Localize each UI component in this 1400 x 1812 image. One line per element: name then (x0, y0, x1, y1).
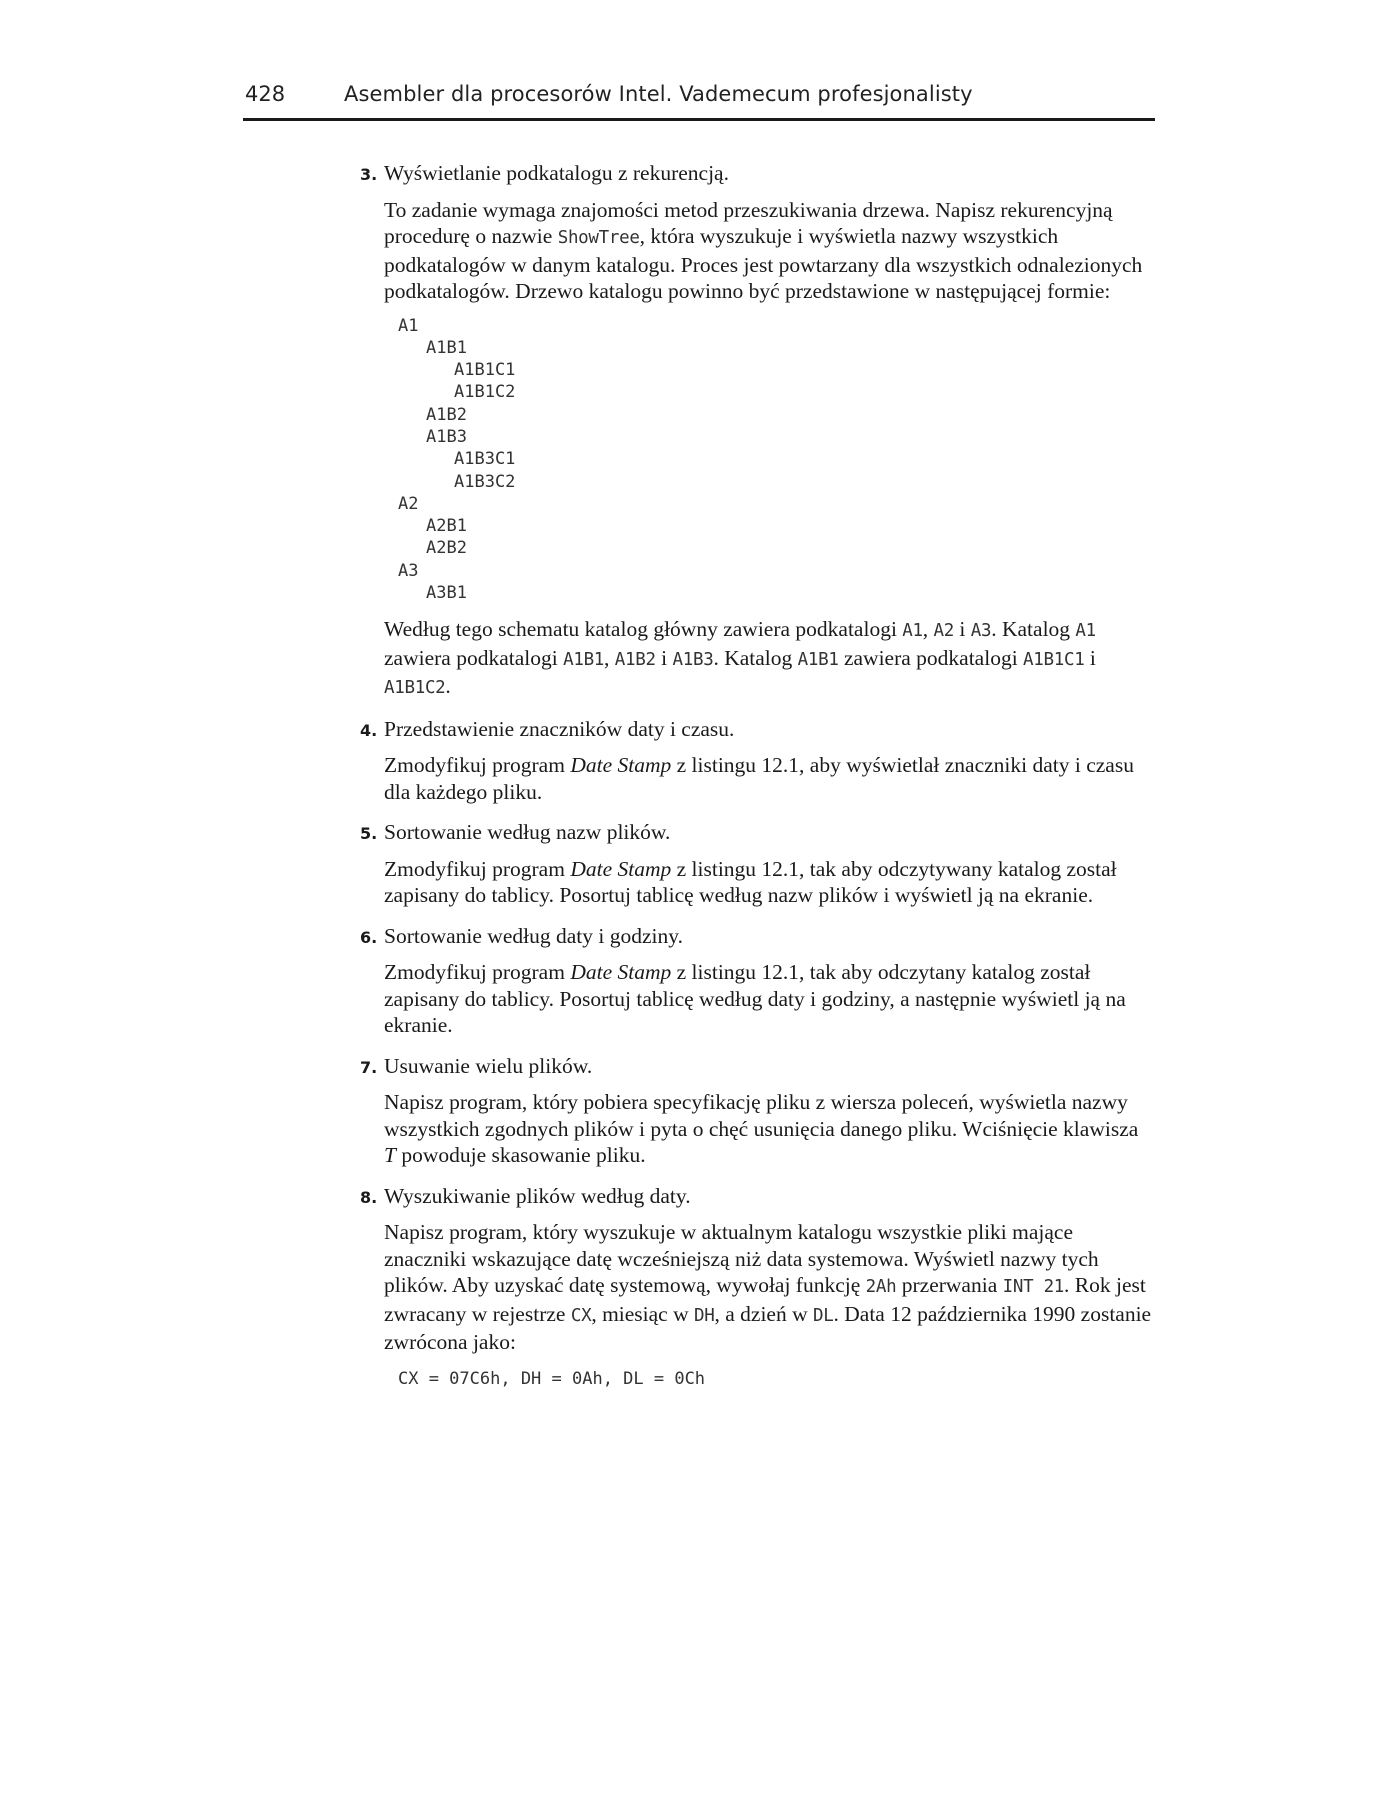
item-paragraph (384, 959, 1155, 1039)
exercise-item-8 (355, 1183, 1155, 1393)
text-run: . Data 12 października 1990 zostanie zwrócona jako: (384, 1301, 1152, 1355)
tree-node: A1B2 (426, 404, 467, 425)
text-run: Napisz program, który wyszukuje w aktualnym katalogu wszystkie pliki mające znaczniki wskazujące datę wcześniejszą niż data systemowa. Wyświetl nazwy tych plików. Aby uzyskać datę systemową, wywołaj funkcję (384, 1220, 1099, 1298)
tree-node: A2B1 (426, 516, 467, 537)
directory-tree (398, 315, 1155, 605)
exercise-list (355, 160, 1155, 1406)
program-name: Date Stamp (570, 753, 672, 778)
item-paragraph (384, 1089, 1155, 1169)
tree-node: A3B1 (426, 583, 467, 604)
code-sample: CX = 07C6h, DH = 0Ah, DL = 0Ch (398, 1368, 706, 1389)
inline-code: CX (570, 1305, 592, 1326)
inline-code: A1B1C2 (384, 678, 446, 699)
text-run: z listingu 12.1, tak aby odczytany katalog został zapisany do tablicy. Posortuj tablicę według daty i godziny, a następnie wyświetl ją na ekranie. (384, 960, 1126, 1038)
program-name: Date Stamp (570, 960, 672, 985)
inline-code: 2Ah (865, 1277, 897, 1298)
text-run: Według tego schematu katalog główny zawiera podkatalogi (384, 617, 903, 642)
inline-code: A1B1 (563, 649, 605, 670)
item-number: 6. (360, 927, 378, 947)
page-number: 428 (245, 82, 286, 106)
text-run: To zadanie wymaga znajomości metod przeszukiwania drzewa. Napisz rekurencyjną procedurę o nazwie (384, 197, 1113, 248)
text-run: . (445, 674, 451, 699)
inline-code: ShowTree (557, 228, 640, 248)
tree-node: A1 (398, 315, 419, 336)
program-name: Date Stamp (570, 856, 672, 881)
text-run: przerwania (896, 1273, 1003, 1298)
text-run: Zmodyfikuj program (384, 753, 571, 778)
item-paragraph (384, 752, 1155, 805)
item-paragraph (384, 1219, 1155, 1356)
text-run: , a dzień w (714, 1301, 814, 1326)
item-title: Sortowanie według daty i godziny. (384, 923, 683, 948)
exercise-item-3 (355, 160, 1155, 702)
key-name: T (384, 1143, 396, 1168)
tree-node: A1B3C1 (454, 449, 516, 470)
page-header (243, 80, 1155, 121)
text-run: z listingu 12.1, aby wyświetlał znaczniki daty i czasu dla każdego pliku. (384, 753, 1134, 804)
item-paragraph (384, 197, 1155, 305)
inline-code: A1B1 (797, 649, 839, 670)
text-run: , miesiąc w (591, 1301, 695, 1326)
text-run: . Katalog (713, 645, 798, 670)
tree-node: A3 (398, 560, 419, 581)
item-title: Usuwanie wielu plików. (384, 1053, 593, 1078)
inline-code: DL (813, 1305, 834, 1326)
text-run: , (604, 645, 615, 670)
tree-node: A2B2 (426, 538, 467, 559)
inline-code: A1B3 (672, 649, 714, 670)
inline-code: A1 (1075, 621, 1096, 642)
item-title: Wyszukiwanie plików według daty. (384, 1183, 691, 1208)
tree-node: A1B1 (426, 337, 467, 358)
item-paragraph (384, 856, 1155, 909)
text-run: zawiera podkatalogi (384, 645, 564, 670)
tree-node: A1B3C2 (454, 471, 516, 492)
text-run: Zmodyfikuj program (384, 960, 571, 985)
exercise-item-7 (355, 1053, 1155, 1169)
text-run: i (655, 645, 673, 670)
item-number: 4. (360, 720, 378, 740)
text-run: zawiera podkatalogi (838, 645, 1024, 670)
inline-code: A1B2 (614, 649, 656, 670)
exercise-item-6 (355, 923, 1155, 1039)
text-run: z listingu 12.1, tak aby odczytywany katalog został zapisany do tablicy. Posortuj tablicę według nazw plików i wyświetl ją na ekranie. (384, 856, 1117, 908)
inline-code: A1 (902, 621, 923, 642)
inline-code: INT 21 (1002, 1277, 1065, 1298)
text-run: , (922, 617, 934, 642)
exercise-item-5 (355, 819, 1155, 909)
item-number: 7. (360, 1057, 378, 1077)
item-title: Przedstawienie znaczników daty i czasu. (384, 716, 735, 741)
item-title: Wyświetlanie podkatalogu z rekurencją. (384, 161, 729, 185)
item-number: 8. (360, 1187, 378, 1207)
text-run: , która wyszukuje i wyświetla nazwy wszystkich podkatalogów w danym katalogu. Proces jest powtarzany dla wszystkich odnalezionych podkatalogów. Drzewo katalogu powinno być przedstawione w następującej formie: (384, 224, 1143, 303)
tree-node: A2 (398, 493, 419, 514)
inline-code: DH (694, 1305, 715, 1326)
exercise-item-4 (355, 716, 1155, 806)
item-title: Sortowanie według nazw plików. (384, 820, 671, 845)
text-run: powoduje skasowanie pliku. (395, 1143, 646, 1168)
item-number: 3. (360, 165, 378, 184)
running-title: Asembler dla procesorów Intel. Vademecum profesjonalisty (344, 82, 973, 106)
text-run: Napisz program, który pobiera specyfikację pliku z wiersza poleceń, wyświetla nazwy wszystkich zgodnych plików i pyta o chęć usunięcia danego pliku. Wciśnięcie klawisza (384, 1090, 1139, 1141)
text-run: . Rok jest zwracany w rejestrze (384, 1273, 1146, 1326)
tree-node: A1B1C1 (454, 360, 516, 381)
tree-node: A1B3 (426, 426, 467, 447)
inline-code: A3 (970, 621, 992, 642)
inline-code: A1B1C1 (1023, 649, 1085, 670)
inline-code: A2 (933, 621, 955, 642)
tree-node: A1B1C2 (454, 382, 516, 403)
text-run: i (1084, 645, 1096, 670)
text-run: Zmodyfikuj program (384, 856, 571, 881)
text-run: . Katalog (991, 617, 1076, 642)
item-paragraph (384, 616, 1155, 702)
item-number: 5. (360, 824, 378, 844)
text-run: i (954, 617, 971, 642)
